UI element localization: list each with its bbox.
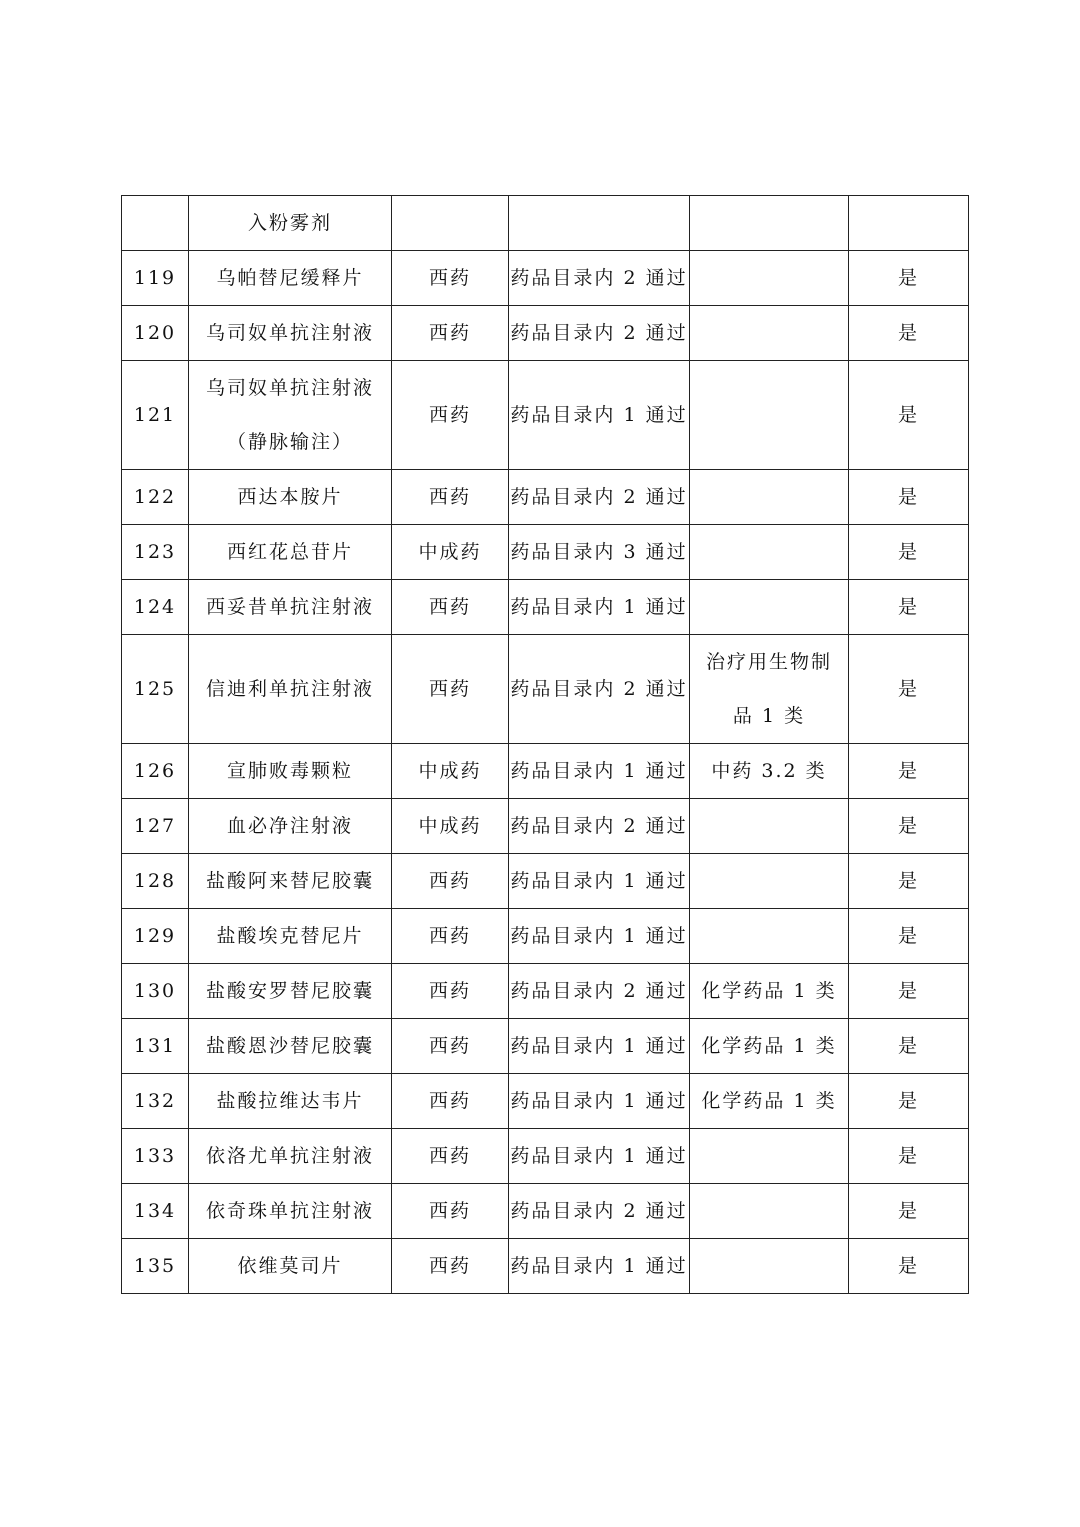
- drug-name-cell: [189, 635, 392, 744]
- catalog-status-cell: 药品目录内 1 通过: [509, 1129, 690, 1184]
- drug-name-cell-line: （静脉输注）: [226, 431, 353, 453]
- table-row: [122, 196, 969, 251]
- drug-name-cell-line: 乌司奴单抗注射液: [205, 377, 374, 399]
- registration-class-cell-line: 化学药品 1 类: [701, 1090, 837, 1112]
- included-cell: 是: [849, 1184, 969, 1239]
- drug-type-cell: 西药: [392, 964, 509, 1019]
- table-row: [122, 854, 969, 909]
- table-row: [122, 964, 969, 1019]
- included-cell: 是: [849, 251, 969, 306]
- row-number-cell: 119: [122, 251, 189, 306]
- drug-name-cell-line: 盐酸埃克替尼片: [216, 925, 364, 947]
- drug-type-cell: 西药: [392, 361, 509, 470]
- catalog-status-cell: 药品目录内 1 通过: [509, 361, 690, 470]
- row-number-cell: 133: [122, 1129, 189, 1184]
- drug-type-cell: 西药: [392, 306, 509, 361]
- included-cell: 是: [849, 854, 969, 909]
- registration-class-cell: [690, 635, 849, 744]
- drug-name-cell: [189, 964, 392, 1019]
- drug-name-cell-line: 依维莫司片: [237, 1255, 343, 1277]
- registration-class-cell: [690, 1239, 849, 1294]
- table-body: [122, 196, 969, 1294]
- drug-name-cell: [189, 1074, 392, 1129]
- drug-name-cell: [189, 251, 392, 306]
- table-row: [122, 1239, 969, 1294]
- drug-type-cell: 西药: [392, 1019, 509, 1074]
- drug-name-cell: [189, 744, 392, 799]
- catalog-status-cell: 药品目录内 1 通过: [509, 909, 690, 964]
- drug-name-cell-line: 西妥昔单抗注射液: [205, 596, 374, 618]
- row-number-cell: 132: [122, 1074, 189, 1129]
- catalog-status-cell: 药品目录内 1 通过: [509, 580, 690, 635]
- drug-name-cell: [189, 306, 392, 361]
- row-number-cell: 123: [122, 525, 189, 580]
- table-row: [122, 470, 969, 525]
- drug-name-cell-line: 入粉雾剂: [247, 212, 332, 234]
- registration-class-cell: [690, 251, 849, 306]
- included-cell: 是: [849, 1129, 969, 1184]
- drug-name-cell-line: 盐酸恩沙替尼胶囊: [205, 1035, 374, 1057]
- drug-name-cell-line: 依洛尤单抗注射液: [205, 1145, 374, 1167]
- included-cell: 是: [849, 799, 969, 854]
- drug-name-cell: [189, 1239, 392, 1294]
- table-row: [122, 1129, 969, 1184]
- drug-type-cell: 西药: [392, 251, 509, 306]
- catalog-status-cell: 药品目录内 2 通过: [509, 251, 690, 306]
- registration-class-cell: [690, 1184, 849, 1239]
- drug-type-cell: 西药: [392, 909, 509, 964]
- table-row: [122, 1019, 969, 1074]
- row-number-cell: 129: [122, 909, 189, 964]
- registration-class-cell: [690, 1074, 849, 1129]
- row-number-cell: 134: [122, 1184, 189, 1239]
- catalog-status-cell: 药品目录内 2 通过: [509, 1184, 690, 1239]
- row-number-cell: 120: [122, 306, 189, 361]
- registration-class-cell: [690, 306, 849, 361]
- drug-type-cell: 西药: [392, 1184, 509, 1239]
- row-number-cell: 126: [122, 744, 189, 799]
- drug-table: [121, 195, 969, 1294]
- row-number-cell: 128: [122, 854, 189, 909]
- drug-type-cell: 中成药: [392, 744, 509, 799]
- catalog-status-cell: 药品目录内 2 通过: [509, 635, 690, 744]
- drug-name-cell-line: 盐酸安罗替尼胶囊: [205, 980, 374, 1002]
- drug-name-cell-line: 西达本胺片: [237, 486, 343, 508]
- registration-class-cell: [690, 525, 849, 580]
- drug-type-cell: 西药: [392, 1074, 509, 1129]
- drug-name-cell: [189, 196, 392, 251]
- drug-name-cell-line: 盐酸阿来替尼胶囊: [205, 870, 374, 892]
- row-number-cell: 135: [122, 1239, 189, 1294]
- registration-class-cell: [690, 1019, 849, 1074]
- included-cell: 是: [849, 1019, 969, 1074]
- catalog-status-cell: 药品目录内 2 通过: [509, 799, 690, 854]
- row-number-cell: 121: [122, 361, 189, 470]
- included-cell: 是: [849, 306, 969, 361]
- registration-class-cell-line: 中药 3.2 类: [711, 760, 827, 782]
- included-cell: 是: [849, 525, 969, 580]
- drug-type-cell: [392, 196, 509, 251]
- drug-name-cell-line: 血必净注射液: [226, 815, 353, 837]
- drug-name-cell: [189, 854, 392, 909]
- drug-name-cell-line: 依奇珠单抗注射液: [205, 1200, 374, 1222]
- included-cell: 是: [849, 744, 969, 799]
- table-row: [122, 799, 969, 854]
- drug-type-cell: 中成药: [392, 525, 509, 580]
- row-number-cell: 122: [122, 470, 189, 525]
- catalog-status-cell: 药品目录内 2 通过: [509, 470, 690, 525]
- registration-class-cell: [690, 964, 849, 1019]
- drug-name-cell-line: 信迪利单抗注射液: [205, 678, 374, 700]
- included-cell: 是: [849, 909, 969, 964]
- catalog-status-cell: 药品目录内 1 通过: [509, 744, 690, 799]
- included-cell: 是: [849, 470, 969, 525]
- included-cell: 是: [849, 1239, 969, 1294]
- registration-class-cell-line: 治疗用生物制: [705, 651, 832, 673]
- drug-type-cell: 西药: [392, 1129, 509, 1184]
- drug-name-cell: [189, 1129, 392, 1184]
- table-row: [122, 635, 969, 744]
- registration-class-cell: [690, 1129, 849, 1184]
- drug-name-cell-line: 乌司奴单抗注射液: [205, 322, 374, 344]
- row-number-cell: 127: [122, 799, 189, 854]
- catalog-status-cell: 药品目录内 3 通过: [509, 525, 690, 580]
- row-number-cell: 125: [122, 635, 189, 744]
- catalog-status-cell: 药品目录内 1 通过: [509, 1239, 690, 1294]
- drug-name-cell-line: 西红花总苷片: [226, 541, 353, 563]
- drug-name-cell: [189, 470, 392, 525]
- drug-name-cell: [189, 1019, 392, 1074]
- row-number-cell: 124: [122, 580, 189, 635]
- drug-name-cell-line: 盐酸拉维达韦片: [216, 1090, 364, 1112]
- drug-name-cell: [189, 580, 392, 635]
- catalog-status-cell: 药品目录内 2 通过: [509, 964, 690, 1019]
- drug-name-cell: [189, 909, 392, 964]
- table-row: [122, 744, 969, 799]
- catalog-status-cell: 药品目录内 1 通过: [509, 1074, 690, 1129]
- included-cell: 是: [849, 635, 969, 744]
- included-cell: 是: [849, 580, 969, 635]
- drug-name-cell: [189, 525, 392, 580]
- table-row: [122, 1184, 969, 1239]
- catalog-status-cell: 药品目录内 1 通过: [509, 1019, 690, 1074]
- registration-class-cell: [690, 799, 849, 854]
- registration-class-cell: [690, 470, 849, 525]
- registration-class-cell: [690, 580, 849, 635]
- drug-type-cell: 西药: [392, 580, 509, 635]
- catalog-status-cell: 药品目录内 1 通过: [509, 854, 690, 909]
- drug-name-cell: [189, 361, 392, 470]
- catalog-status-cell: [509, 196, 690, 251]
- table-row: [122, 306, 969, 361]
- table-row: [122, 580, 969, 635]
- included-cell: 是: [849, 1074, 969, 1129]
- catalog-status-cell: 药品目录内 2 通过: [509, 306, 690, 361]
- included-cell: 是: [849, 964, 969, 1019]
- drug-type-cell: 西药: [392, 470, 509, 525]
- registration-class-cell-line: 化学药品 1 类: [701, 1035, 837, 1057]
- drug-name-cell-line: 乌帕替尼缓释片: [216, 267, 364, 289]
- drug-type-cell: 西药: [392, 854, 509, 909]
- table-row: [122, 251, 969, 306]
- table-row: [122, 525, 969, 580]
- drug-type-cell: 西药: [392, 1239, 509, 1294]
- row-number-cell: 130: [122, 964, 189, 1019]
- registration-class-cell: [690, 909, 849, 964]
- row-number-cell: [122, 196, 189, 251]
- included-cell: 是: [849, 361, 969, 470]
- table-row: [122, 1074, 969, 1129]
- registration-class-cell: [690, 744, 849, 799]
- row-number-cell: 131: [122, 1019, 189, 1074]
- drug-type-cell: 中成药: [392, 799, 509, 854]
- drug-name-cell: [189, 799, 392, 854]
- registration-class-cell-line: 化学药品 1 类: [701, 980, 837, 1002]
- table-row: [122, 361, 969, 470]
- registration-class-cell-line: 品 1 类: [732, 705, 806, 727]
- registration-class-cell: [690, 854, 849, 909]
- registration-class-cell: [690, 196, 849, 251]
- drug-name-cell: [189, 1184, 392, 1239]
- drug-type-cell: 西药: [392, 635, 509, 744]
- registration-class-cell: [690, 361, 849, 470]
- table-row: [122, 909, 969, 964]
- included-cell: [849, 196, 969, 251]
- drug-name-cell-line: 宣肺败毒颗粒: [226, 760, 353, 782]
